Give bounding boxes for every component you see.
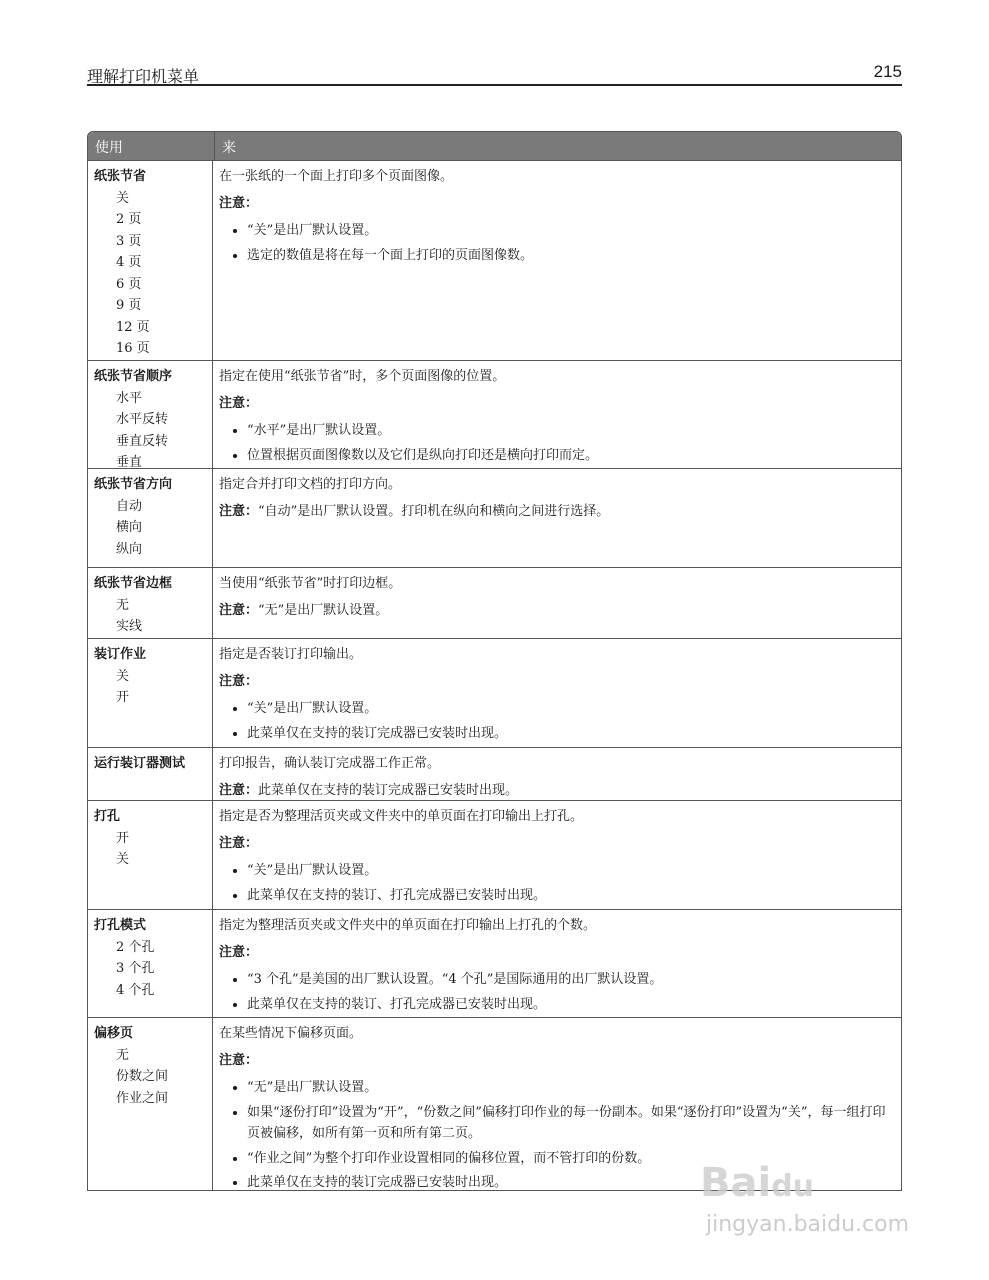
description: 在一张纸的一个面上打印多个页面图像。 [219,169,454,184]
setting-option: 3 页 [116,233,142,249]
bullet-item: • “关”是出厂默认设置。 [247,220,895,242]
setting-cell [88,568,213,638]
setting-name: 打孔模式 [94,918,147,933]
note-label: 注意： [219,602,259,618]
setting-option: 4 个孔 [116,982,155,998]
setting-option: 关 [116,852,130,867]
bullet-item: • “关”是出厂默认设置。 [247,860,895,882]
note-line [219,942,895,964]
setting-option: 实线 [116,619,143,634]
setting-option: 6 页 [116,276,142,292]
setting-name: 纸张节省顺序 [94,369,173,384]
table-row [88,468,901,567]
section-title: 理解打印机菜单 [87,67,200,86]
setting-option: 开 [116,690,130,705]
bullet-item: • “3 个孔”是美国的出厂默认设置。“4 个孔”是国际通用的出厂默认设置。 [247,969,895,991]
note-text: “无”是出厂默认设置。 [258,602,389,618]
setting-name: 运行装订器测试 [94,756,186,771]
setting-option: 作业之间 [116,1090,169,1106]
note-label: 注意： [219,1052,259,1068]
note-bullets [219,420,895,466]
setting-name: 打孔 [94,809,121,824]
setting-option: 3 个孔 [116,961,155,976]
table-row [88,638,901,747]
description-cell [213,748,901,800]
note-line [219,1050,895,1072]
note-line [219,671,895,693]
table-row [88,747,901,800]
column-header-purpose: 来 [222,140,236,156]
table-header [88,132,901,160]
bullet-item: • “关”是出厂默认设置。 [247,698,895,720]
note-bullets [219,860,895,906]
setting-name: 偏移页 [94,1026,134,1041]
note-line [219,780,895,802]
description: 指定合并打印文档的打印方向。 [219,477,402,492]
note-label: 注意： [219,503,259,519]
setting-option: 2 个孔 [116,939,155,955]
setting-name: 纸张节省 [94,169,147,184]
setting-name: 装订作业 [94,647,147,662]
setting-option: 4 页 [116,255,142,270]
note-line [219,600,895,622]
bullet-item: • 此菜单仅在支持的装订完成器已安装时出现。 [247,723,895,745]
page-number: 215 [873,62,902,81]
description-cell [213,469,901,567]
description: 指定是否装订打印输出。 [219,647,363,662]
setting-option: 16 页 [116,341,150,356]
bullet-item: • 此菜单仅在支持的装订完成器已安装时出现。 [247,1172,895,1191]
table-row [88,800,901,909]
note-label: 注意： [219,782,259,798]
setting-cell [88,639,213,747]
page-header [87,62,902,86]
note-line [219,833,895,855]
description: 指定在使用“纸张节省”时，多个页面图像的位置。 [219,369,506,384]
setting-option: 2 页 [116,212,142,227]
setting-cell [88,801,213,909]
note-label: 注意： [219,673,259,689]
setting-option: 12 页 [116,319,150,335]
setting-option: 关 [116,190,130,206]
setting-option: 自动 [116,498,143,514]
setting-option: 水平 [116,390,143,406]
note-text: “自动”是出厂默认设置。打印机在纵向和横向之间进行选择。 [258,503,610,519]
note-line [219,393,895,415]
description: 指定为整理活页夹或文件夹中的单页面在打印输出上打孔的个数。 [219,918,597,933]
note-bullets [219,698,895,744]
note-line [219,193,895,215]
description: 指定是否为整理活页夹或文件夹中的单页面在打印输出上打孔。 [219,809,584,824]
setting-cell [88,1018,213,1190]
table-row [88,360,901,468]
baidu-watermark-url: jingyan.baidu.com [706,1212,910,1237]
note-bullets [219,220,895,266]
setting-option: 纵向 [116,541,143,557]
setting-option: 垂直 [116,455,143,470]
description-cell [213,801,901,909]
description: 在某些情况下偏移页面。 [219,1026,363,1041]
setting-option: 横向 [116,520,143,535]
bullet-item: • 位置根据页面图像数以及它们是纵向打印还是横向打印而定。 [247,445,895,467]
setting-option: 关 [116,668,130,684]
setting-option: 水平反转 [116,412,169,427]
setting-cell [88,748,213,800]
bullet-item: • 选定的数值是将在每一个面上打印的页面图像数。 [247,245,895,267]
note-label: 注意： [219,195,259,211]
bullet-item: • 此菜单仅在支持的装订、打孔完成器已安装时出现。 [247,885,895,907]
bullet-item: • “无”是出厂默认设置。 [247,1077,895,1099]
setting-name: 纸张节省方向 [94,477,173,492]
menu-table [87,131,902,1191]
setting-cell [88,910,213,1017]
setting-cell [88,469,213,567]
note-line [219,501,895,523]
setting-name: 纸张节省边框 [94,576,173,591]
description-cell [213,161,901,360]
note-label: 注意： [219,835,259,851]
note-bullets [219,969,895,1015]
note-label: 注意： [219,944,259,960]
bullet-item: • “作业之间”为整个打印作业设置相同的偏移位置，而不管打印的份数。 [247,1148,895,1170]
table-row [88,909,901,1017]
setting-option: 无 [116,597,130,613]
bullet-item: • “水平”是出厂默认设置。 [247,420,895,442]
description: 当使用“纸张节省”时打印边框。 [219,576,402,591]
table-row [88,567,901,638]
description-cell [213,910,901,1017]
setting-cell [88,161,213,360]
description-cell [213,639,901,747]
setting-cell [88,361,213,468]
setting-option: 份数之间 [116,1069,169,1084]
setting-option: 开 [116,830,130,846]
bullet-item: • 如果“逐份打印”设置为“开”，“份数之间”偏移打印作业的每一份副本。如果“逐份打印”设置为“关”，每一组打印页被偏移，如所有第一页和所有第二页。 [247,1102,895,1145]
setting-option: 垂直反转 [116,433,169,449]
description-cell [213,361,901,468]
setting-option: 9 页 [116,298,142,313]
note-label: 注意： [219,395,259,411]
description: 打印报告，确认装订完成器工作正常。 [219,756,441,771]
baidu-watermark-logo: Baidu [700,1160,815,1206]
setting-option: 无 [116,1047,130,1063]
table-row [88,160,901,360]
column-header-use: 使用 [88,132,215,160]
description-cell [213,568,901,638]
bullet-item: • 此菜单仅在支持的装订、打孔完成器已安装时出现。 [247,994,895,1016]
note-text: 此菜单仅在支持的装订完成器已安装时出现。 [258,782,519,798]
